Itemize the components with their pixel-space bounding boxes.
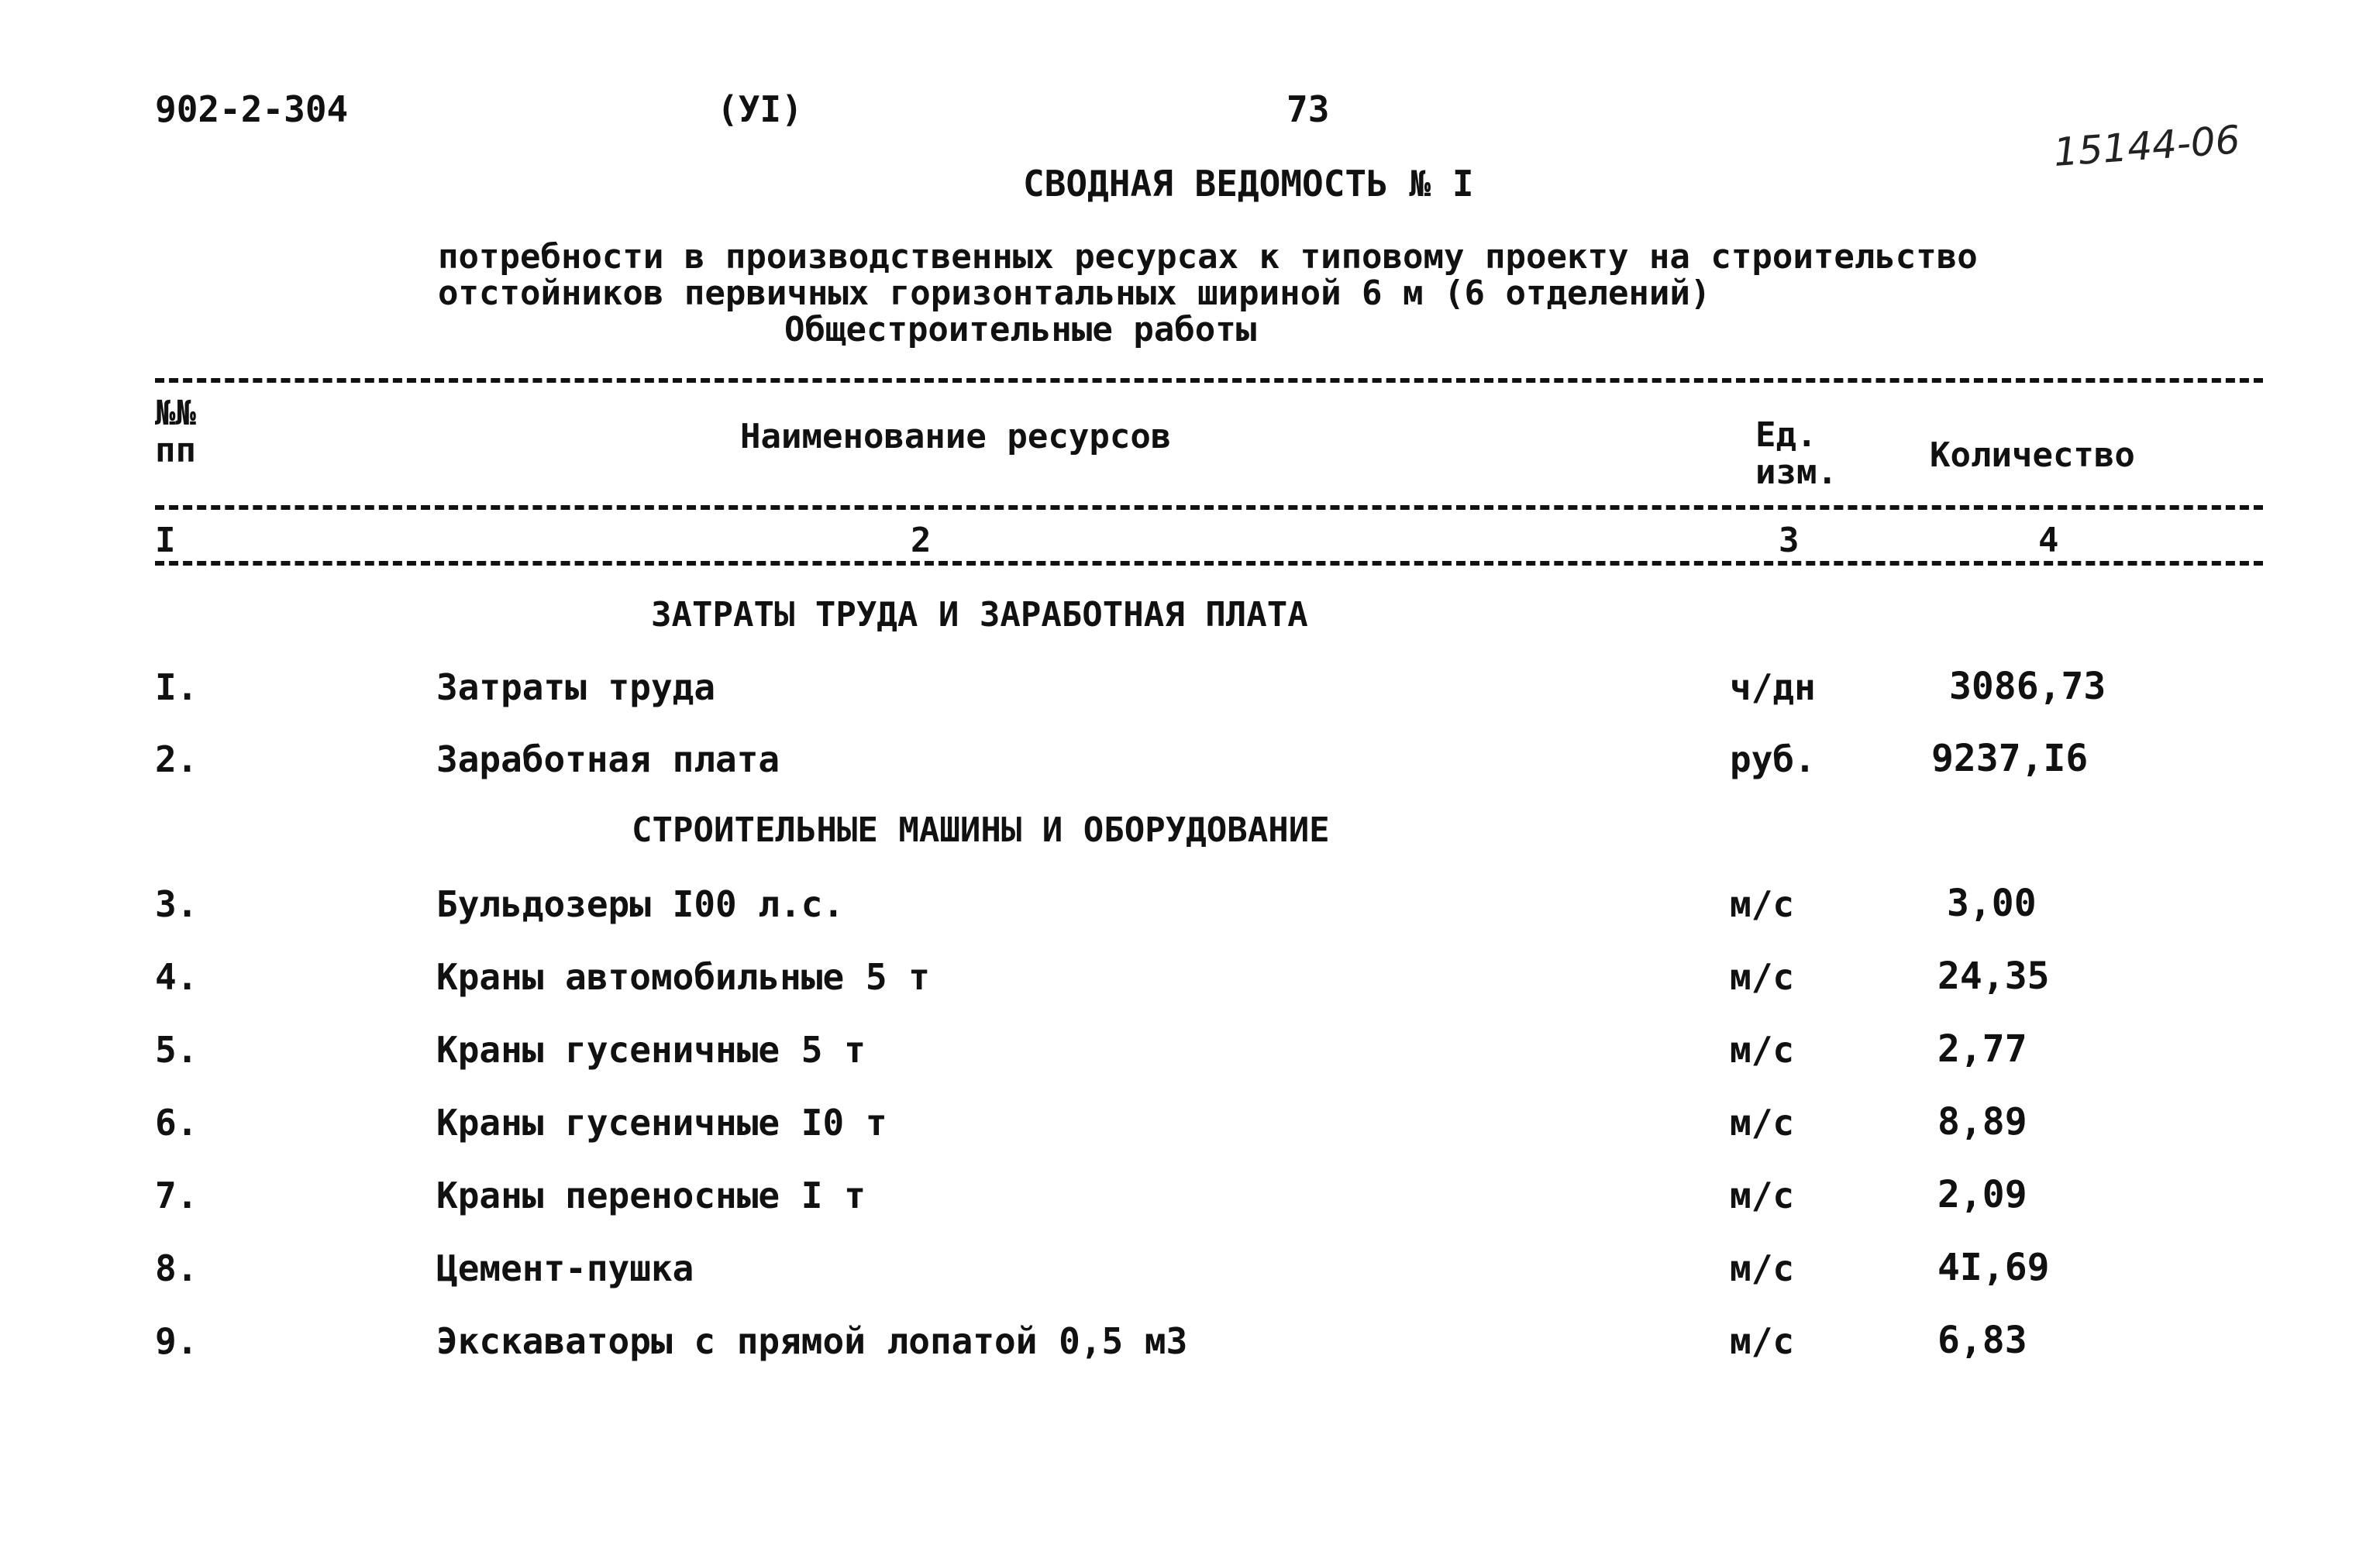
title-line-4: Общестроительные работы: [784, 310, 1257, 349]
row-name: Бульдозеры I00 л.с.: [436, 883, 845, 925]
section-title-machines: СТРОИТЕЛЬНЫЕ МАШИНЫ И ОБОРУДОВАНИЕ: [632, 810, 1330, 850]
row-qty: 2,09: [1937, 1173, 2027, 1216]
page-number: 73: [1286, 88, 1330, 130]
col-unit-header: [1755, 415, 1838, 492]
col-number-2: 2: [911, 521, 932, 560]
row-qty: 2,77: [1937, 1027, 2027, 1071]
row-num: 7.: [155, 1175, 198, 1216]
row-num: 6.: [155, 1102, 198, 1144]
section-number: (УI): [717, 88, 803, 130]
col-qty-header: Количество: [1930, 435, 2135, 475]
row-unit: руб.: [1730, 738, 1816, 780]
row-num: 4.: [155, 956, 198, 998]
row-qty: 6,83: [1937, 1319, 2027, 1362]
row-num: 3.: [155, 883, 198, 925]
table-top-rule: [155, 378, 2263, 383]
row-num: I.: [155, 666, 198, 708]
row-name: Краны гусеничные 5 т: [436, 1029, 866, 1071]
col-num-header-line2: пп: [155, 431, 196, 470]
row-qty: 4I,69: [1937, 1246, 2050, 1289]
row-qty: 3086,73: [1949, 665, 2106, 708]
row-unit: м/с: [1730, 1175, 1795, 1216]
row-unit: м/с: [1730, 1247, 1795, 1289]
row-qty: 24,35: [1937, 955, 2050, 998]
row-name: Краны гусеничные I0 т: [436, 1102, 887, 1144]
row-num: 8.: [155, 1247, 198, 1289]
col-num-header: [155, 394, 196, 470]
row-qty: 8,89: [1937, 1100, 2027, 1144]
row-qty: 3,00: [1947, 882, 2037, 925]
handwritten-note: 15144-06: [2051, 117, 2242, 175]
title-line-2: потребности в производственных ресурсах к типовому проекту на строительство: [438, 237, 1978, 277]
col-num-header-line1: №№: [155, 394, 196, 433]
col-unit-header-line1: Ед.: [1755, 415, 1817, 455]
section-title-labor: ЗАТРАТЫ ТРУДА И ЗАРАБОТНАЯ ПЛАТА: [651, 595, 1308, 635]
table-header-rule: [155, 505, 2263, 510]
title-line-3: отстойников первичных горизонтальных шириной 6 м (6 отделений): [438, 274, 1711, 313]
row-name: Краны автомобильные 5 т: [436, 956, 930, 998]
row-name: Затраты труда: [436, 666, 716, 708]
row-unit: м/с: [1730, 883, 1795, 925]
col-number-3: 3: [1779, 521, 1800, 560]
col-number-4: 4: [2038, 521, 2059, 560]
row-unit: ч/дн: [1730, 666, 1816, 708]
row-name: Краны переносные I т: [436, 1175, 866, 1216]
row-unit: м/с: [1730, 1102, 1795, 1144]
row-unit: м/с: [1730, 1029, 1795, 1071]
col-name-header: Наименование ресурсов: [740, 417, 1172, 456]
col-unit-header-line2: изм.: [1755, 452, 1838, 492]
row-qty: 9237,I6: [1931, 737, 2089, 780]
row-unit: м/с: [1730, 956, 1795, 998]
row-name: Заработная плата: [436, 738, 780, 780]
row-num: 2.: [155, 738, 198, 780]
row-num: 9.: [155, 1320, 198, 1362]
row-name: Цемент-пушка: [436, 1247, 694, 1289]
document-code: 902-2-304: [155, 88, 349, 130]
col-number-1: I: [155, 521, 176, 560]
row-num: 5.: [155, 1029, 198, 1071]
document-title: СВОДНАЯ ВЕДОМОСТЬ № I: [1023, 163, 1474, 205]
row-unit: м/с: [1730, 1320, 1795, 1362]
table-numbers-rule: [155, 561, 2263, 566]
row-name: Экскаваторы с прямой лопатой 0,5 м3: [436, 1320, 1188, 1362]
